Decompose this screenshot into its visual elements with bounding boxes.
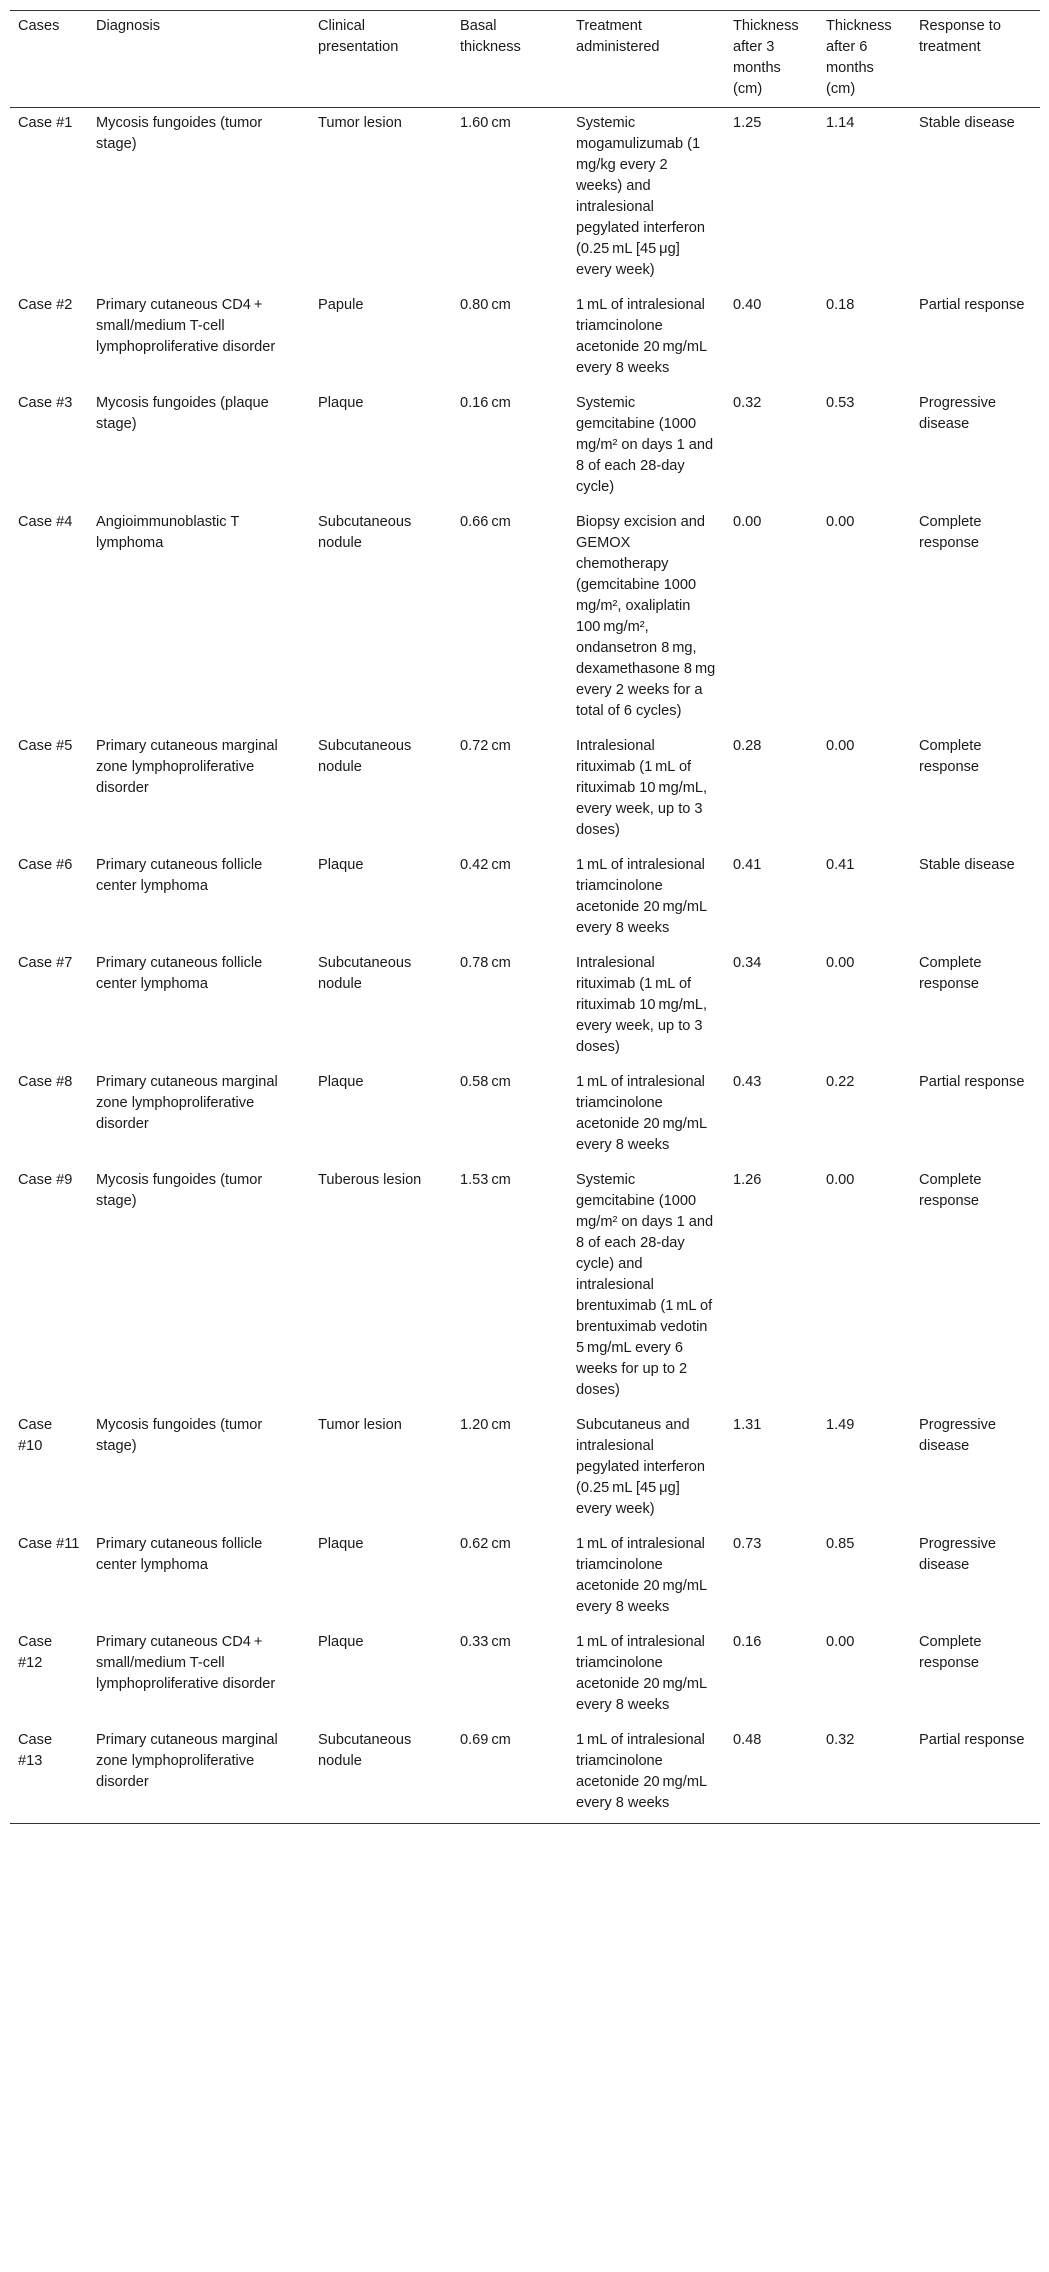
cell-treatment: 1 mL of intralesional triamcinolone acetonide 20 mg/mL every 8 weeks (576, 297, 711, 376)
cell-clinical-presentation: Tuberous lesion (318, 1172, 422, 1188)
cell-diagnosis: Mycosis fungoides (tumor stage) (96, 1417, 267, 1454)
table-row (10, 108, 1040, 291)
cell-treatment: Biopsy excision and GEMOX chemotherapy (gemcitabine 1000 mg/m², oxaliplatin 100 mg/m², ondansetron 8 mg, dexamethasone 8 mg every 2 weeks for a total of 6 cycles) (576, 514, 720, 719)
cell-response: Stable disease (919, 115, 1015, 131)
cell-case: Case #6 (18, 857, 73, 873)
cell-response: Stable disease (919, 857, 1015, 873)
cell-diagnosis: Mycosis fungoides (plaque stage) (96, 395, 273, 432)
table-header-row (10, 11, 1040, 108)
cell-treatment: Intralesional rituximab (1 mL of rituximab 10 mg/mL, every week, up to 3 doses) (576, 955, 712, 1055)
cell-case: Case #7 (18, 955, 73, 971)
table-row (10, 1165, 1040, 1410)
cell-case: Case #1 (18, 115, 73, 131)
cell-thickness-6-months: 0.53 (826, 395, 855, 411)
header-response: Response to treatment (919, 18, 1006, 55)
cell-treatment: 1 mL of intralesional triamcinolone acetonide 20 mg/mL every 8 weeks (576, 1732, 711, 1811)
cell-case: Case #4 (18, 514, 73, 530)
cell-diagnosis: Primary cutaneous marginal zone lymphoproliferative disorder (96, 1732, 282, 1790)
cell-diagnosis: Angioimmunoblastic T lymphoma (96, 514, 244, 551)
cell-thickness-3-months: 0.00 (733, 514, 762, 530)
cell-diagnosis: Primary cutaneous follicle center lymphoma (96, 1536, 267, 1573)
cell-thickness-6-months: 0.18 (826, 297, 855, 313)
header-thickness-6-months: Thickness after 6 months (cm) (826, 18, 896, 97)
cell-diagnosis: Primary cutaneous CD4 + small/medium T-cell lymphoproliferative disorder (96, 1634, 276, 1692)
results-table (10, 10, 1040, 1824)
cell-clinical-presentation: Tumor lesion (318, 1417, 402, 1433)
cell-thickness-3-months: 1.25 (733, 115, 762, 131)
cell-diagnosis: Primary cutaneous marginal zone lymphoproliferative disorder (96, 738, 282, 796)
cell-thickness-3-months: 0.41 (733, 857, 762, 873)
cell-basal-thickness: 0.69 cm (460, 1732, 511, 1748)
cell-treatment: Subcutaneus and intralesional pegylated interferon (0.25 mL [45 μg] every week) (576, 1417, 710, 1517)
cell-diagnosis: Mycosis fungoides (tumor stage) (96, 1172, 267, 1209)
cell-treatment: Intralesional rituximab (1 mL of rituximab 10 mg/mL, every week, up to 3 doses) (576, 738, 712, 838)
cell-treatment: 1 mL of intralesional triamcinolone acetonide 20 mg/mL every 8 weeks (576, 1536, 711, 1615)
cell-basal-thickness: 1.53 cm (460, 1172, 511, 1188)
cell-basal-thickness: 0.16 cm (460, 395, 511, 411)
cell-thickness-6-months: 0.32 (826, 1732, 855, 1748)
cell-response: Complete response (919, 1634, 986, 1671)
cell-clinical-presentation: Subcutaneous nodule (318, 1732, 416, 1769)
cell-basal-thickness: 0.66 cm (460, 514, 511, 530)
table-row (10, 731, 1040, 850)
cell-clinical-presentation: Plaque (318, 857, 364, 873)
cell-treatment: 1 mL of intralesional triamcinolone acetonide 20 mg/mL every 8 weeks (576, 1074, 711, 1153)
cell-thickness-6-months: 0.85 (826, 1536, 855, 1552)
cell-diagnosis: Primary cutaneous CD4 + small/medium T-cell lymphoproliferative disorder (96, 297, 276, 355)
cell-response: Complete response (919, 1172, 986, 1209)
cell-clinical-presentation: Tumor lesion (318, 115, 402, 131)
cell-thickness-3-months: 0.34 (733, 955, 762, 971)
cell-thickness-6-months: 0.00 (826, 514, 855, 530)
cell-clinical-presentation: Subcutaneous nodule (318, 955, 416, 992)
table-row (10, 290, 1040, 388)
cell-clinical-presentation: Plaque (318, 1536, 364, 1552)
cell-clinical-presentation: Plaque (318, 1074, 364, 1090)
cell-thickness-6-months: 0.41 (826, 857, 855, 873)
cell-thickness-6-months: 0.00 (826, 1172, 855, 1188)
cell-clinical-presentation: Subcutaneous nodule (318, 738, 416, 775)
cell-clinical-presentation: Plaque (318, 1634, 364, 1650)
header-basal-thickness: Basal thickness (460, 18, 521, 55)
cell-thickness-6-months: 1.14 (826, 115, 855, 131)
cell-treatment: 1 mL of intralesional triamcinolone acetonide 20 mg/mL every 8 weeks (576, 857, 711, 936)
cell-thickness-3-months: 0.40 (733, 297, 762, 313)
header-diagnosis: Diagnosis (96, 18, 161, 34)
cell-case: Case #11 (18, 1536, 80, 1552)
cell-thickness-6-months: 0.00 (826, 738, 855, 754)
table-row (10, 507, 1040, 731)
cell-thickness-6-months: 0.22 (826, 1074, 855, 1090)
cell-thickness-6-months: 0.00 (826, 955, 855, 971)
cell-basal-thickness: 0.78 cm (460, 955, 511, 971)
table-row (10, 948, 1040, 1067)
cell-basal-thickness: 0.33 cm (460, 1634, 511, 1650)
cell-response: Progressive disease (919, 395, 1001, 432)
cell-clinical-presentation: Papule (318, 297, 364, 313)
header-treatment: Treatment administered (576, 18, 660, 55)
cell-response: Complete response (919, 738, 986, 775)
header-cases: Cases (18, 18, 60, 34)
cell-diagnosis: Primary cutaneous follicle center lymphoma (96, 955, 267, 992)
cell-response: Partial response (919, 297, 1025, 313)
cell-diagnosis: Primary cutaneous marginal zone lymphoproliferative disorder (96, 1074, 282, 1132)
cell-response: Progressive disease (919, 1417, 1001, 1454)
cell-treatment: Systemic mogamulizumab (1 mg/kg every 2 weeks) and intralesional pegylated interferon (0.25 mL [45 μg] every week) (576, 115, 710, 278)
cell-treatment: Systemic gemcitabine (1000 mg/m² on days 1 and 8 of each 28-day cycle) and intralesional brentuximab (1 mL of brentuximab vedotin 5 mg/mL every 6 weeks for up to 2 doses) (576, 1172, 718, 1398)
cell-basal-thickness: 1.60 cm (460, 115, 511, 131)
cell-basal-thickness: 0.58 cm (460, 1074, 511, 1090)
table-row (10, 1627, 1040, 1725)
cell-basal-thickness: 1.20 cm (460, 1417, 511, 1433)
cell-thickness-3-months: 1.31 (733, 1417, 762, 1433)
cell-case: Case #9 (18, 1172, 73, 1188)
cell-thickness-3-months: 0.16 (733, 1634, 762, 1650)
cell-basal-thickness: 0.62 cm (460, 1536, 511, 1552)
cell-clinical-presentation: Plaque (318, 395, 364, 411)
cell-case: Case #10 (18, 1417, 57, 1454)
cell-case: Case #8 (18, 1074, 73, 1090)
cell-diagnosis: Mycosis fungoides (tumor stage) (96, 115, 267, 152)
header-thickness-3-months: Thickness after 3 months (cm) (733, 18, 803, 97)
table-container (10, 10, 1040, 1824)
cell-thickness-3-months: 1.26 (733, 1172, 762, 1188)
table-row (10, 1529, 1040, 1627)
cell-response: Complete response (919, 955, 986, 992)
table-row (10, 1067, 1040, 1165)
cell-basal-thickness: 0.72 cm (460, 738, 511, 754)
table-row (10, 388, 1040, 507)
cell-thickness-3-months: 0.28 (733, 738, 762, 754)
table-row (10, 1725, 1040, 1824)
cell-thickness-3-months: 0.73 (733, 1536, 762, 1552)
cell-case: Case #13 (18, 1732, 57, 1769)
cell-basal-thickness: 0.80 cm (460, 297, 511, 313)
cell-thickness-3-months: 0.48 (733, 1732, 762, 1748)
cell-response: Partial response (919, 1074, 1025, 1090)
cell-thickness-3-months: 0.43 (733, 1074, 762, 1090)
table-row (10, 850, 1040, 948)
cell-clinical-presentation: Subcutaneous nodule (318, 514, 416, 551)
cell-diagnosis: Primary cutaneous follicle center lymphoma (96, 857, 267, 894)
cell-treatment: Systemic gemcitabine (1000 mg/m² on days 1 and 8 of each 28-day cycle) (576, 395, 718, 495)
cell-case: Case #2 (18, 297, 73, 313)
cell-response: Partial response (919, 1732, 1025, 1748)
cell-case: Case #5 (18, 738, 73, 754)
cell-basal-thickness: 0.42 cm (460, 857, 511, 873)
cell-response: Progressive disease (919, 1536, 1001, 1573)
table-row (10, 1410, 1040, 1529)
cell-case: Case #3 (18, 395, 73, 411)
cell-case: Case #12 (18, 1634, 57, 1671)
cell-thickness-6-months: 1.49 (826, 1417, 855, 1433)
cell-response: Complete response (919, 514, 986, 551)
cell-thickness-6-months: 0.00 (826, 1634, 855, 1650)
header-clinical-presentation: Clinical presentation (318, 18, 399, 55)
cell-treatment: 1 mL of intralesional triamcinolone acetonide 20 mg/mL every 8 weeks (576, 1634, 711, 1713)
cell-thickness-3-months: 0.32 (733, 395, 762, 411)
